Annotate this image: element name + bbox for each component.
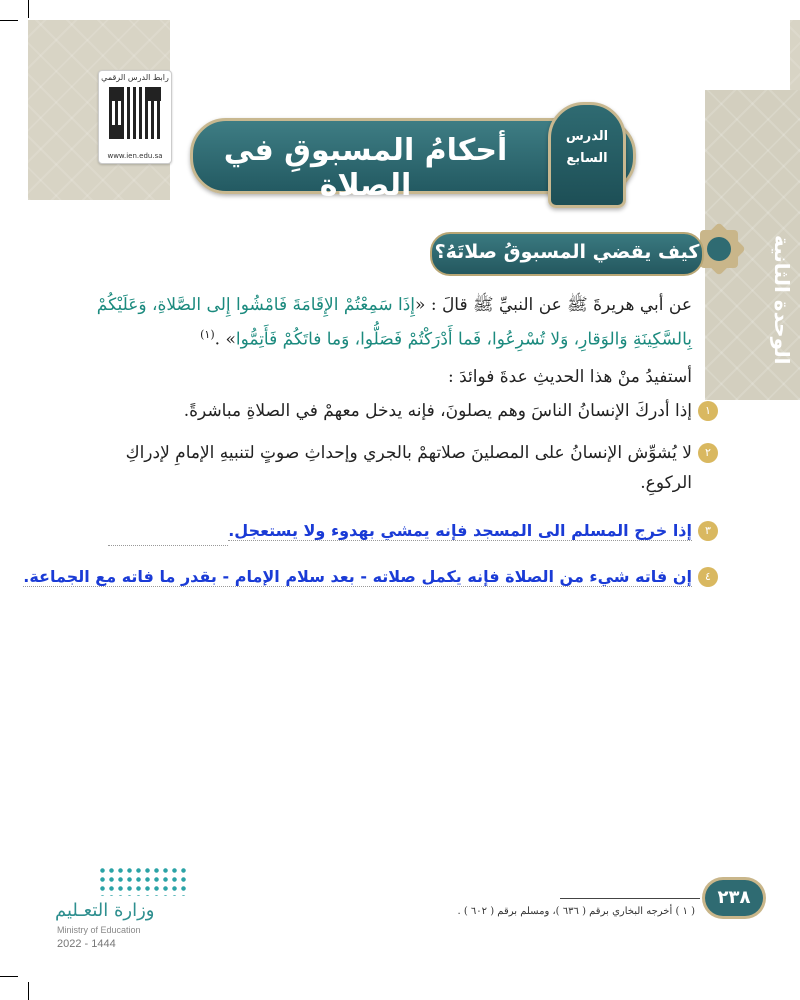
footnote: ( ١ ) أخرجه البخاري برقم ( ٦٣٦ )، ومسلم برقم ( ٦٠٢ ) . [457,906,695,917]
section-heading-box [430,232,704,276]
item-number-icon: ٤ [698,567,718,587]
answer-text[interactable]: إن فاته شيء من الصلاة فإنه يكمل صلاته - بعد سلام الإمام - بقدر ما فاته مع الجماعة. [23,567,692,586]
lesson-title: أحكامُ المسبوقِ في الصلاة [223,133,508,203]
hadith-intro: عن أبي هريرةَ ﷺ عن النبيِّ ﷺ قالَ : « [415,295,692,315]
unit-label: الوحدة الثانية [770,235,794,365]
ministry-logo-icon [98,866,188,896]
footnote-divider [560,898,700,899]
edition-year: 2022 - 1444 [57,938,116,950]
lesson-badge-line1: الدرس [565,129,609,144]
page-number: ٢٣٨ [705,880,763,916]
answer-item[interactable] [12,562,711,592]
answer-item[interactable] [52,516,711,546]
lesson-badge-line2: السابع [566,151,608,166]
hadith-quote-line1: إِذَا سَمِعْتُمْ الإِقَامَةَ فَامْشُوا إِلى الصَّلاةِ، وَعَلَيْكُمْ [96,295,416,315]
hadith-paragraph [72,290,692,355]
crop-mark [0,976,18,977]
footnote-ref: (١) [200,328,215,341]
crop-mark [28,0,29,18]
benefit-text: إذا أدركَ الإنسانُ الناسَ وهم يصلونَ، فإنه يدخل معهمْ في الصلاةِ مباشرةً. [183,401,692,421]
benefit-item [82,438,711,498]
item-number-icon: ١ [698,401,718,421]
ministry-name-arabic: وزارة التعـليم [55,900,155,921]
hadith-close: » . [214,329,236,350]
crop-mark [28,982,29,1000]
qr-url: www.ien.edu.sa [107,152,163,160]
qr-code-card[interactable] [98,70,172,164]
item-number-icon: ٢ [698,443,718,463]
qr-caption: رابط الدرس الرقمي [101,73,169,82]
crop-mark [0,20,18,21]
hadith-quote-line2: بِالسَّكِينَةِ وَالوَقارِ، وَلا تُسْرِعُوا، فَما أَدْرَكْتُمْ فَصَلُّوا، وَما فاتَكُمْ فَأَتِمُّوا [235,329,692,350]
answer-text[interactable]: إذا خرج المسلم الى المسجد فإنه يمشي بهدوء ولا يستعجل. [228,521,692,540]
item-number-icon: ٣ [698,521,718,541]
lesson-badge [548,102,626,208]
answer-dotted-line [108,531,228,546]
section-star-center [707,237,731,261]
benefits-intro: أستفيدُ منْ هذا الحديثِ عدةَ فوائدَ : [447,367,692,387]
ministry-name-english: Ministry of Education [57,925,141,935]
qr-code-icon [109,87,161,139]
benefit-text: لا يُشوِّش الإنسانُ على المصلينَ صلاتهمْ بالجري وإحداثِ صوتٍ لتنبيهِ الإمامِ لإدراكِ الركوعِ. [125,443,692,493]
section-heading: كيف يقضي المسبوقُ صلاتَهُ؟ [434,241,700,263]
benefit-item [52,396,711,426]
